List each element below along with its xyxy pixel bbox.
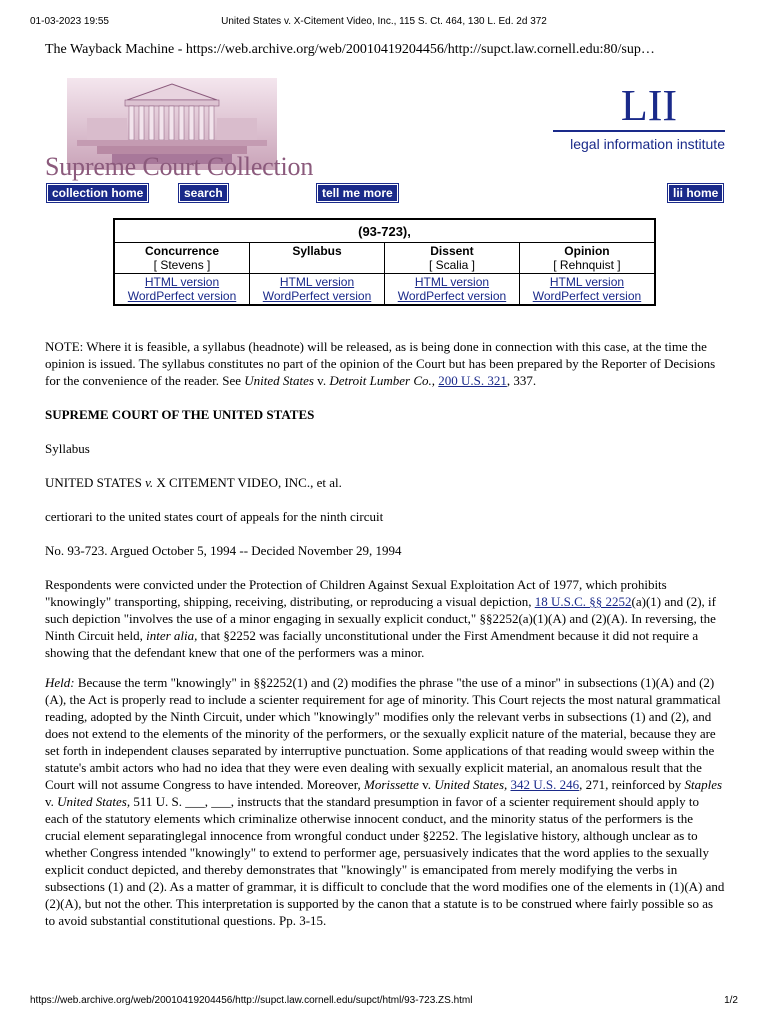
lii-subtitle: legal information institute	[570, 136, 725, 152]
search-button[interactable]: search	[179, 184, 228, 202]
collection-title: Supreme Court Collection	[45, 152, 314, 181]
column-title: Syllabus	[292, 244, 342, 258]
certiorari-line: certiorari to the united states court of appeals for the ninth circuit	[45, 509, 384, 524]
wordperfect-version-link[interactable]: WordPerfect version	[397, 289, 507, 303]
opinion-links	[114, 274, 250, 306]
opinion-column-header	[519, 243, 655, 274]
column-author: [ Scalia ]	[428, 258, 475, 272]
banner	[45, 70, 725, 182]
wordperfect-version-link[interactable]: WordPerfect version	[127, 289, 237, 303]
collection-home-button[interactable]: collection home	[47, 184, 148, 202]
opinion-column-header	[384, 243, 519, 274]
opinion-links	[519, 274, 655, 306]
page-number: 1/2	[724, 995, 738, 1006]
opinion-links	[384, 274, 519, 306]
citation-link[interactable]: 18 U.S.C. §§ 2252	[534, 594, 632, 609]
opinion-column-header	[250, 243, 385, 274]
lii-home-button[interactable]: lii home	[668, 184, 723, 202]
held-paragraph: Held: Because the term "knowingly" in §§2252(1) and (2) modifies the phrase "the use of a minor" in subsections (1)(A) and (2)(A), the Act is properly read to include a scienter requirement for age of minority. This Court rejects the most natural grammatical reading, adopted by the Ninth Circuit, under which "knowingly" modifies only the relevant verbs in subsections (1) and (2), and does not extend to the elements of the minority of the performers, or the sexually explicit nature of the material, because they are set forth in independent clauses separated by interruptive punctuation. Some applications of that reading would sweep within the statute's ambit actors who had no idea that they were even dealing with sexually explicit material, an anomalous result that the Court will not assume Congress to have intended. Moreover, Morissette v. United States, 342 U.S. 246, 271, reinforced by Staples v. United States, 511 U. S. ___, ___, instructs that the standard presumption in favor of a scienter requirement should apply to each of the statutory elements which criminalize otherwise innocent conduct, and the minority status of the performers is the crucial element separatinglegal innocence from wrongful conduct under §2252. The legislative history, although unclear as to whether Congress intended "knowingly" to extend to performer age, persuasively indicates that the word applies to the sexually explicit conduct depicted, and thereby demonstrates that "knowingly" is emancipated from merely modifying the verbs in subsections (1) and (2). As a matter of grammar, it is difficult to conclude that the word modifies one of the elements in (1)(A) and (2)(A), but not the other. This interpretation is supported by the canon that a statute is to be construed where fairly possible so as to avoid substantial constitutional questions. Pp. 3-15.	[45, 675, 725, 928]
lii-logo-rule	[553, 130, 725, 132]
tell-me-more-button[interactable]: tell me more	[317, 184, 398, 202]
html-version-link[interactable]: HTML version	[414, 275, 490, 289]
lii-logo-text: LII	[620, 81, 677, 130]
citation-link[interactable]: 342 U.S. 246	[510, 777, 580, 792]
column-title: Opinion	[564, 244, 610, 258]
case-number: (93-723),	[114, 219, 655, 243]
lii-logo[interactable]	[553, 81, 725, 152]
print-datetime: 01-03-2023 19:55	[30, 16, 109, 27]
print-title: United States v. X-Citement Video, Inc., 115 S. Ct. 464, 130 L. Ed. 2d 372	[221, 16, 547, 27]
docket-line: No. 93-723. Argued October 5, 1994 -- Decided November 29, 1994	[45, 543, 402, 558]
print-footer	[30, 995, 738, 1006]
opinion-table	[113, 218, 656, 306]
opinion-column-header	[114, 243, 250, 274]
wordperfect-version-link[interactable]: WordPerfect version	[532, 289, 642, 303]
court-heading: SUPREME COURT OF THE UNITED STATES	[45, 407, 315, 422]
footer-url: https://web.archive.org/web/20010419204456/http://supct.law.cornell.edu/supct/html/93-723.ZS.html	[30, 995, 473, 1006]
column-title: Dissent	[430, 244, 474, 258]
syllabus-label: Syllabus	[45, 441, 90, 456]
wayback-line: The Wayback Machine - https://web.archive.org/web/20010419204456/http://supct.law.cornell.edu:80/sup…	[45, 42, 655, 57]
opinion-links	[250, 274, 385, 306]
case-name: UNITED STATES v. X CITEMENT VIDEO, INC., et al.	[45, 475, 342, 490]
column-author: [ Stevens ]	[153, 258, 211, 272]
facts-paragraph: Respondents were convicted under the Protection of Children Against Sexual Exploitation Act of 1977, which prohibits "knowingly" transporting, shipping, receiving, distributing, or reproducing a visual depiction, 18 U.S.C. §§ 2252(a)(1) and (2), if such depiction "involves the use of a minor engaging in sexually explicit conduct," §§2252(a)(1)(A) and (2)(A). In reversing, the Ninth Circuit held, inter alia, that §2252 was facially unconstitutional under the First Amendment because it did not require a showing that the defendant knew that one of the performers was a minor.	[45, 577, 716, 660]
citation-link[interactable]: 200 U.S. 321	[438, 373, 507, 388]
note-paragraph: NOTE: Where it is feasible, a syllabus (headnote) will be released, as is being done in connection with this case, at the time the opinion is issued. The syllabus constitutes no part of the opinion of the Court but has been prepared by the Reporter of Decisions for the convenience of the reader. See United States v. Detroit Lumber Co., 200 U.S. 321, 337.	[45, 339, 716, 388]
column-title: Concurrence	[145, 244, 220, 258]
wordperfect-version-link[interactable]: WordPerfect version	[262, 289, 372, 303]
html-version-link[interactable]: HTML version	[549, 275, 625, 289]
column-author: [ Rehnquist ]	[553, 258, 621, 272]
column-author	[252, 258, 382, 272]
syllabus-body	[45, 338, 725, 942]
html-version-link[interactable]: HTML version	[279, 275, 355, 289]
html-version-link[interactable]: HTML version	[144, 275, 220, 289]
